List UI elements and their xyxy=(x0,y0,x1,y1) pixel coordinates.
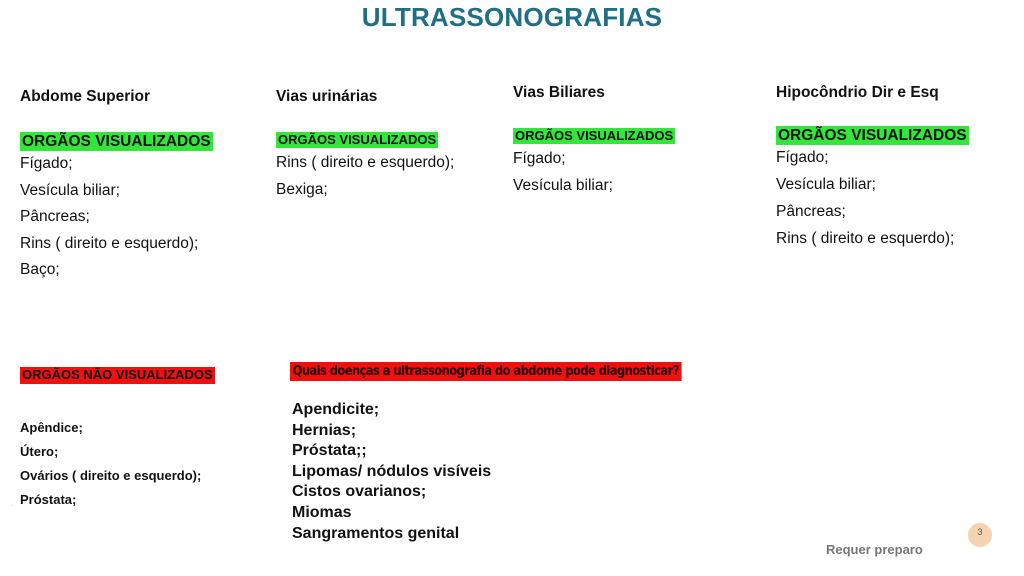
column-heading: Vias urinárias xyxy=(276,88,378,105)
visualized-badge: ORGÃOS VISUALIZADOS xyxy=(778,127,967,144)
visualized-badge: ORGÃOS VISUALIZADOS xyxy=(278,132,437,147)
disease-item: Sangramentos genital xyxy=(292,524,460,542)
column-heading: Vias Biliares xyxy=(513,84,605,101)
list-item: Ovários ( direito e esquerdo); xyxy=(20,468,202,483)
not-visualized-section xyxy=(20,366,215,512)
list-item: Fígado; xyxy=(776,149,829,167)
visualized-badge: ORGÃOS VISUALIZADOS xyxy=(22,133,211,150)
list-item: Útero; xyxy=(20,444,59,459)
column-heading: Abdome Superior xyxy=(20,88,151,105)
diseases-question: Quais doenças a ultrassonografia do abdome pode diagnosticar? xyxy=(290,362,681,381)
column-heading: Hipocôndrio Dir e Esq xyxy=(776,84,939,101)
page-number: 3 xyxy=(968,523,992,547)
list-item: Baço; xyxy=(20,261,60,279)
column-vias-urinarias xyxy=(276,88,454,203)
dot-mark: . xyxy=(11,502,13,508)
disease-item: Lipomas/ nódulos visíveis xyxy=(292,462,492,480)
column-vias-biliares xyxy=(513,84,675,199)
list-item: Fígado; xyxy=(20,155,73,173)
disease-item: Hernias; xyxy=(292,421,357,439)
disease-item: Apendicite; xyxy=(292,401,380,418)
list-item: Rins ( direito e esquerdo); xyxy=(20,234,199,252)
list-item: Fígado; xyxy=(513,150,566,167)
list-item: Bexiga; xyxy=(276,180,328,198)
disease-item: Cistos ovarianos; xyxy=(292,483,427,501)
footer-note: Requer preparo xyxy=(826,542,923,557)
list-item: Pâncreas; xyxy=(776,203,846,221)
page-title: ULTRASSONOGRAFIAS xyxy=(361,2,663,32)
list-item: Pâncreas; xyxy=(20,208,90,226)
not-visualized-badge: ORGÃOS NÃO VISUALIZADOS xyxy=(22,367,213,382)
disease-item: Próstata;; xyxy=(292,442,367,460)
visualized-badge: ORGÃOS VISUALIZADOS xyxy=(515,128,674,143)
list-item: Vesícula biliar; xyxy=(20,181,120,199)
diseases-section xyxy=(290,362,735,544)
column-hipocondrio xyxy=(776,84,969,252)
list-item: Rins ( direito e esquerdo); xyxy=(776,230,955,248)
list-item: Vesícula biliar; xyxy=(513,176,613,194)
column-abdome-superior xyxy=(20,88,213,284)
list-item: Rins ( direito e esquerdo); xyxy=(276,154,455,171)
list-item: Vesícula biliar; xyxy=(776,176,876,194)
disease-item: Miomas xyxy=(292,503,352,521)
list-item: Próstata; xyxy=(20,492,77,507)
list-item: Apêndice; xyxy=(20,420,83,435)
